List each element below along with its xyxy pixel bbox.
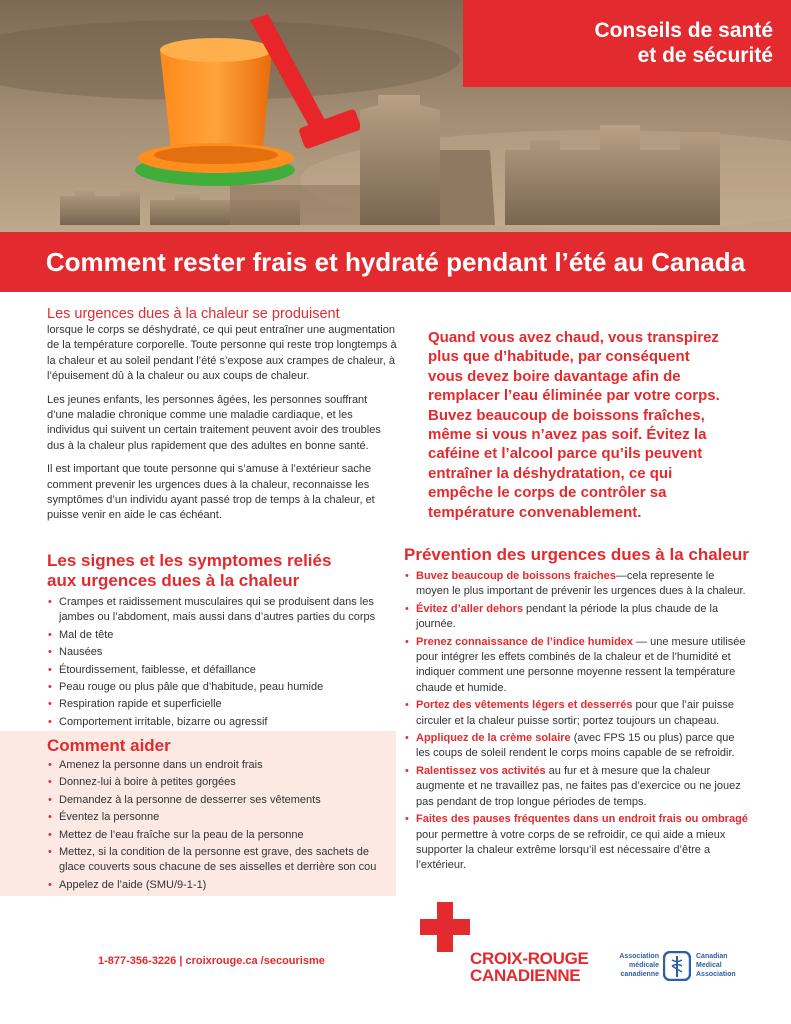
list-item [404, 569, 749, 600]
list-item: • Mettez de l’eau fraîche sur la peau de la personne [47, 828, 392, 843]
list-item: • Peau rouge ou plus pâle que d’habitude, peau humide [47, 680, 397, 695]
health-safety-banner [463, 0, 791, 87]
cma-fr-line-1: Association [619, 953, 659, 960]
list-item [404, 698, 749, 729]
prevention-text: —cela represente le moyen le plus important de prévenir les urgences dues à la chaleur. [416, 570, 746, 598]
list-item [404, 812, 749, 874]
intro-paragraph-3: Il est important que toute personne qui s’amuse à l’extérieur sache comment prevenir les urgences dues à la chaleur, reconnaisse les symptômes d’un individu ayant passé trop de temps à la chaleur, et puisse venir en aide le cas échéant. [47, 463, 375, 522]
list-item: • Appelez de l’aide (SMU/9-1-1) [47, 878, 392, 893]
prevention-section [404, 545, 749, 874]
intro-paragraph-2: Les jeunes enfants, les personnes âgées, les personnes souffrant d’une maladie chronique comme une maladie cardiaque, et les individus qui suivent un certain traitement peuvent avoir des troubles dus à la chaleur plus rapidement que des adultes en bonne santé. [47, 393, 381, 452]
red-cross-icon-bar [420, 919, 470, 935]
list-item: • Demandez à la personne de desserrer ses vêtements [47, 793, 392, 808]
red-cross-wordmark [470, 950, 589, 984]
cma-en-line-1: Canadian [696, 953, 728, 960]
list-item [404, 731, 749, 762]
prevention-text: pendant la période la plus chaude de la journée. [416, 602, 719, 631]
signs-heading-line-2: aux urgences dues à la chaleur [47, 571, 300, 590]
signs-list [47, 595, 397, 730]
page-title: Comment rester frais et hydraté pendant l’été au Canada [0, 232, 791, 292]
list-item: • Mettez, si la condition de la personne est grave, des sachets de glace couverts sous chacune de ses aisselles et derrière son cou [47, 845, 392, 876]
prevention-lead: Prenez connaissance de l’indice humidex [416, 635, 634, 648]
signs-section [47, 551, 397, 730]
help-list [47, 758, 392, 893]
hydration-callout: Quand vous avez chaud, vous transpirez plus que d’habitude, par conséquent vous devez boire davantage afin de remplacer l’eau éliminée par votre corps. Buvez beaucoup de boissons fraîches, même si vous n’avez pas soif. Évitez la caféine et l’alcool parce qu’ils peuvent entraîner la déshydratation, ce qui empêche le corps de contrôler sa température convenablement. [428, 329, 720, 521]
intro-paragraph-1: lorsque le corps se déshydraté, ce qui peut entraîner une augmentation de la température corporelle. Toute personne qui reste trop longtemps à la chaleur et au soleil pendant l’été s’expose aux crampes de chaleur, à l’épuisement dû à la chaleur ou aux coups de chaleur. [47, 324, 397, 383]
banner-line-2: et de sécurité [637, 44, 773, 67]
prevention-lead: Faites des pauses fréquentes dans un endroit frais ou ombragé [416, 813, 748, 826]
intro-heading: Les urgences dues à la chaleur se produisent [47, 306, 340, 322]
prevention-lead: Buvez beaucoup de boissons fraiches [416, 570, 616, 582]
list-item: • Amenez la personne dans un endroit frais [47, 758, 392, 773]
prevention-heading: Prévention des urgences dues à la chaleur [404, 545, 749, 564]
list-item: • Donnez-lui à boire à petites gorgées [47, 775, 392, 790]
red-cross-line-1: CROIX-ROUGE [470, 949, 589, 968]
cma-english-name [696, 952, 736, 979]
caduceus-icon [663, 951, 691, 981]
help-section [47, 736, 392, 893]
cma-fr-line-3: canadienne [620, 971, 659, 978]
banner-line-1: Conseils de santé [594, 19, 773, 42]
prevention-lead: Ralentissez vos activités [416, 764, 546, 777]
intro-section [47, 306, 397, 524]
list-item [404, 635, 749, 697]
prevention-list [404, 569, 749, 874]
cma-en-line-3: Association [696, 971, 736, 978]
list-item [404, 764, 749, 810]
list-item: • Nausées [47, 645, 397, 660]
prevention-text: (avec FPS 15 ou plus) parce que les coups de soleil rendent le corps moins capable de se refroidir. [416, 732, 735, 760]
list-item: • Respiration rapide et superficielle [47, 697, 397, 712]
signs-heading-line-1: Les signes et les symptomes reliés [47, 551, 332, 570]
cma-french-name [603, 952, 659, 979]
list-item: • Mal de tête [47, 628, 397, 643]
list-item: • Étourdissement, faiblesse, et défaillance [47, 663, 397, 678]
help-heading: Comment aider [47, 736, 171, 755]
prevention-text: au fur et à mesure que la chaleur augmente et ne travaillez pas, ne faites pas d’exercice ou ne jouez pas pendant de trop longue périodes de temps. [416, 764, 741, 808]
cma-fr-line-2: médicale [629, 962, 659, 969]
prevention-text: pour que l’air puisse circuler et la chaleur puisse sortir; portez toujours un chapeau. [416, 699, 734, 727]
contact-info[interactable]: 1-877-356-3226 | croixrouge.ca /secourisme [98, 955, 325, 967]
prevention-lead: Portez des vêtements légers et desserrés [416, 699, 633, 712]
list-item: • Crampes et raidissement musculaires qui se produisent dans les jambes ou l’abdoment, mais aussi dans d’autres parties du corps [47, 595, 397, 626]
red-cross-line-2: CANADIENNE [470, 966, 581, 985]
prevention-lead: Évitez d’aller dehors [416, 602, 523, 615]
prevention-text: — une mesure utilisée pour intégrer les effets combinés de la chaleur et de l’humidité et indiquer comment une personne moyenne ressent la température chaude et humide. [416, 635, 746, 694]
prevention-lead: Appliquez de la crème solaire [416, 732, 571, 745]
list-item [404, 602, 749, 633]
list-item: • Éventez la personne [47, 810, 392, 825]
cma-en-line-2: Medical [696, 962, 722, 969]
prevention-text: pour permettre à votre corps de se refroidir, ce qui aide a mieux supporter la chaleur extrême lorsqu’il est nécessaire d’être a l’extérieur. [416, 828, 726, 872]
list-item: • Comportement irritable, bizarre ou agressif [47, 715, 397, 730]
